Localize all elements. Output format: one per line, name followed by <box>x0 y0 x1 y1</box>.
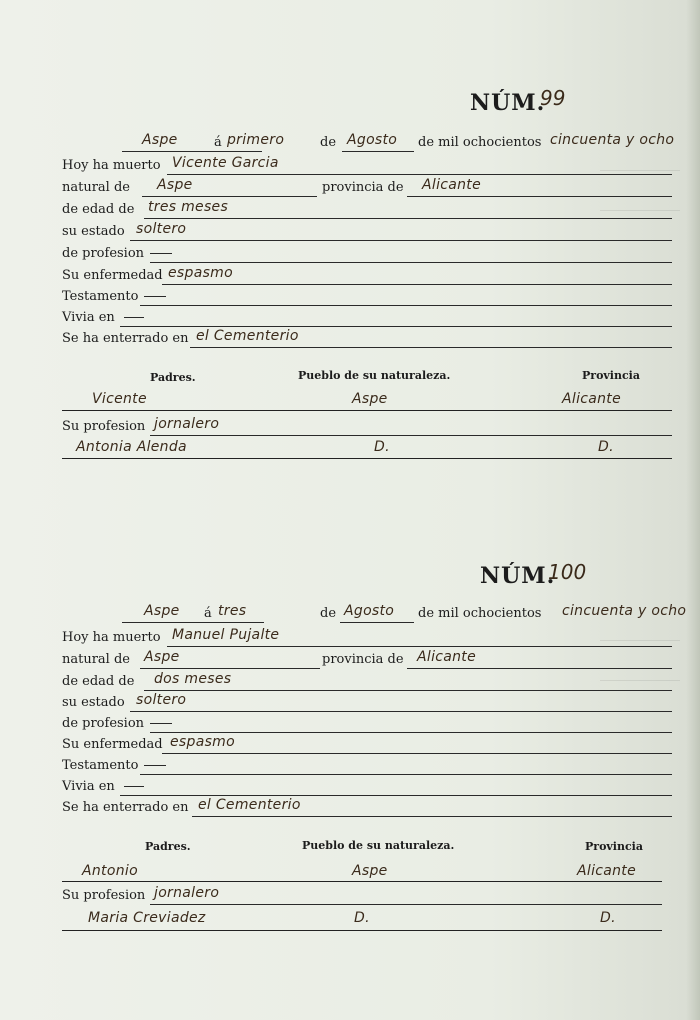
underline <box>122 151 262 152</box>
hoy-label: Hoy ha muerto <box>62 158 161 173</box>
provincia-header: Provincia <box>582 369 640 382</box>
deceased-line <box>62 156 664 176</box>
de-label: de <box>320 606 337 621</box>
enterrado-label: Se ha enterrado en <box>62 331 189 346</box>
record-number-label: NÚM. <box>470 90 546 116</box>
underline <box>190 347 672 348</box>
enfermedad-label: Su enfermedad <box>62 268 163 283</box>
underline <box>162 753 672 754</box>
edad-line <box>62 672 664 692</box>
profesion-label: de profesion <box>62 716 145 731</box>
estado-value: soltero <box>136 221 187 237</box>
table-rule <box>62 881 662 882</box>
padre-provincia-value: Alicante <box>562 391 622 407</box>
enterrado-value: el Cementerio <box>198 797 301 813</box>
enterrado-line <box>62 329 664 349</box>
a-label: á <box>214 135 222 150</box>
blank-dash <box>150 253 172 254</box>
madre-provincia-value: D. <box>600 910 616 926</box>
enfermedad-label: Su enfermedad <box>62 737 163 752</box>
table-rule <box>62 930 662 931</box>
madre-value: Antonia Alenda <box>76 439 187 455</box>
underline <box>130 711 672 712</box>
underline <box>162 284 672 285</box>
edad-value: dos meses <box>154 671 232 687</box>
table-rule <box>62 458 672 459</box>
profesion-line <box>62 244 664 264</box>
natural-line <box>62 178 664 198</box>
su-profesion-line <box>62 417 664 437</box>
blank-dash <box>150 723 172 724</box>
enfermedad-value: espasmo <box>170 734 235 750</box>
provincia-label: provincia de <box>322 180 404 195</box>
madre-row <box>62 440 664 460</box>
underline <box>167 174 672 175</box>
underline <box>342 151 414 152</box>
su-profesion-line <box>62 886 664 906</box>
profesion-line <box>62 714 664 734</box>
testamento-label: Testamento <box>62 758 139 773</box>
testamento-label: Testamento <box>62 289 139 304</box>
enfermedad-line <box>62 266 664 286</box>
testamento-line <box>62 287 664 307</box>
vivia-label: Vivia en <box>62 779 115 794</box>
madre-row <box>62 911 664 931</box>
date-line <box>62 603 687 624</box>
profesion-label: de profesion <box>62 246 145 261</box>
padres-header: Padres. <box>150 371 196 384</box>
su-profesion-value: jornalero <box>154 885 220 901</box>
underline <box>150 435 672 436</box>
enfermedad-line <box>62 735 664 755</box>
underline <box>407 196 672 197</box>
underline <box>122 622 264 623</box>
hoy-label: Hoy ha muerto <box>62 630 161 645</box>
su-profesion-label: Su profesion <box>62 888 146 903</box>
vivia-line <box>62 308 664 328</box>
place-value: Aspe <box>144 603 180 619</box>
de-label: de <box>320 135 337 150</box>
su-profesion-label: Su profesion <box>62 419 146 434</box>
underline <box>192 816 672 817</box>
enterrado-line <box>62 798 664 818</box>
edad-label: de edad de <box>62 202 135 217</box>
blank-dash <box>144 765 166 766</box>
madre-provincia-value: D. <box>598 439 614 455</box>
record-number-label: NÚM. <box>480 563 556 589</box>
underline <box>140 774 672 775</box>
estado-label: su estado <box>62 695 125 710</box>
vivia-label: Vivia en <box>62 310 115 325</box>
enfermedad-value: espasmo <box>168 265 233 281</box>
provincia-value: Alicante <box>417 649 477 665</box>
underline <box>140 305 672 306</box>
provincia-value: Alicante <box>422 177 482 193</box>
day-value: tres <box>218 603 247 619</box>
blank-dash <box>124 786 144 787</box>
padre-pueblo-value: Aspe <box>352 863 388 879</box>
year-suffix-value: cincuenta y ocho <box>550 132 675 148</box>
underline <box>144 690 672 691</box>
padre-value: Vicente <box>92 391 147 407</box>
place-value: Aspe <box>142 132 178 148</box>
pueblo-header: Pueblo de su naturaleza. <box>302 839 455 852</box>
enterrado-label: Se ha enterrado en <box>62 800 189 815</box>
madre-value: Maria Creviadez <box>88 910 206 926</box>
natural-value: Aspe <box>157 177 193 193</box>
a-label: á <box>204 606 212 621</box>
year-label: de mil ochocientos <box>418 135 542 150</box>
month-value: Agosto <box>344 603 395 619</box>
estado-label: su estado <box>62 224 125 239</box>
natural-label: natural de <box>62 180 130 195</box>
record-number-value: 100 <box>548 560 587 584</box>
provincia-label: provincia de <box>322 652 404 667</box>
natural-value: Aspe <box>144 649 180 665</box>
edad-value: tres meses <box>148 199 229 215</box>
month-value: Agosto <box>347 132 398 148</box>
page-edge-shadow <box>686 0 700 1020</box>
natural-line <box>62 650 664 670</box>
estado-line <box>62 222 664 242</box>
padres-header: Padres. <box>145 840 191 853</box>
underline <box>407 668 672 669</box>
year-suffix-value: cincuenta y ocho <box>562 603 687 619</box>
underline <box>144 218 672 219</box>
day-value: primero <box>227 132 285 148</box>
blank-dash <box>124 317 144 318</box>
provincia-header: Provincia <box>585 840 643 853</box>
padre-value: Antonio <box>82 863 138 879</box>
estado-value: soltero <box>136 692 187 708</box>
year-label: de mil ochocientos <box>418 606 542 621</box>
edad-line <box>62 200 664 220</box>
su-profesion-value: jornalero <box>154 416 220 432</box>
estado-line <box>62 693 664 713</box>
table-rule <box>62 410 672 411</box>
deceased-line <box>62 628 664 648</box>
edad-label: de edad de <box>62 674 135 689</box>
deceased-value: Vicente Garcia <box>172 155 279 171</box>
underline <box>340 622 414 623</box>
pueblo-header: Pueblo de su naturaleza. <box>298 369 451 382</box>
padre-pueblo-value: Aspe <box>352 391 388 407</box>
madre-pueblo-value: D. <box>374 439 390 455</box>
padre-provincia-value: Alicante <box>577 863 637 879</box>
natural-label: natural de <box>62 652 130 667</box>
blank-dash <box>144 296 166 297</box>
underline <box>130 240 672 241</box>
enterrado-value: el Cementerio <box>196 328 299 344</box>
testamento-line <box>62 756 664 776</box>
deceased-value: Manuel Pujalte <box>172 627 280 643</box>
vivia-line <box>62 777 664 797</box>
date-line <box>62 132 675 153</box>
madre-pueblo-value: D. <box>354 910 370 926</box>
record-number-value: 99 <box>540 86 566 110</box>
padre-row <box>62 392 664 412</box>
underline <box>150 904 662 905</box>
